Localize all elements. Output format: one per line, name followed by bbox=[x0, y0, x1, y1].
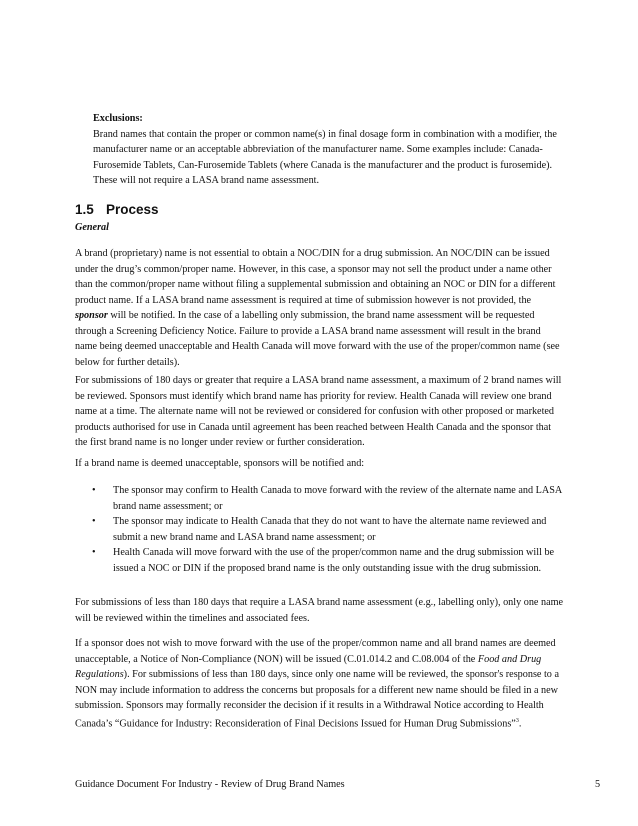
bullet-icon: • bbox=[92, 516, 96, 527]
paragraph-180-days: For submissions of 180 days or greater that require a LASA brand name assessment, a maximum of 2 brand names will be reviewed. Sponsors must identify which brand name has priority for review. Health Canada will review one brand name at a time. The alternate name will not be reviewed or considered for confusion with other proposed or marketed products authorised for use in Canada until agreement has been reached between Health Canada and the sponsor that the first brand name is no longer under review or further consideration. bbox=[75, 375, 562, 448]
p5-text-after: ). For submissions of less than 180 days, since only one name will be reviewed, the sponsor's response to a NON may include information to address the concerns but proposals for a different new name should be filed in a new submission. Sponsors may formally reconsider the decision if it results in a Withdrawal Notice according to Health Canada’s “Guidance for Industry: Reconsideration of Final Decisions Issued for Human Drug Submissions” bbox=[75, 669, 559, 729]
bullet-list bbox=[75, 483, 565, 576]
bullet-icon: • bbox=[92, 485, 96, 496]
p1-text-after: will be notified. In the case of a labelling only submission, the brand name assessment will be requested through a Screening Deficiency Notice. Failure to provide a LASA brand name assessment will result in the brand name being deemed unacceptable and Health Canada will move forward with the use of the proper/common name (see below for further details). bbox=[75, 310, 560, 368]
list-item bbox=[75, 483, 565, 514]
page-number: 5 bbox=[595, 779, 601, 790]
list-item bbox=[75, 514, 565, 545]
bullet-icon: • bbox=[92, 547, 96, 558]
section-number: 1.5 bbox=[75, 202, 94, 217]
exclusions-title: Exclusions: bbox=[93, 113, 143, 124]
bullet-text: Health Canada will move forward with the use of the proper/common name and the drug submission will be issued a NOC or DIN if the proposed brand name is the only outstanding issue with the drug submission. bbox=[113, 547, 555, 574]
exclusions-text: Brand names that contain the proper or common name(s) in final dosage form in combination with a modifier, the manufacturer name or an acceptable abbreviation of the manufacturer name. Some examples include: Canada-Furosemide Tablets, Can-Furosemide Tablets (where Canada is the manufacturer and the product is furosemide). These will not require a LASA brand name assessment. bbox=[93, 128, 557, 186]
p5-text-end: . bbox=[518, 717, 522, 729]
exclusions-block bbox=[93, 111, 569, 189]
paragraph-brand-name bbox=[75, 246, 565, 370]
section-title: Process bbox=[106, 202, 159, 217]
p5-emphasis: Food and Drug Regulations bbox=[75, 653, 542, 680]
list-item bbox=[75, 545, 565, 576]
paragraph-non-compliance bbox=[75, 636, 565, 731]
footnote-marker[interactable]: 3 bbox=[515, 717, 519, 724]
p1-text-before: A brand (proprietary) name is not essential to obtain a NOC/DIN for a drug submission. An NOC/DIN can be issued under the drug’s common/proper name. However, in this case, a sponsor may not sell the product under a name other than the common/proper name without filing a supplemental submission and obtaining an NOC or DIN for a different product name. If a LASA brand name assessment is required at time of submission however is not provided, the bbox=[75, 248, 556, 306]
footer-title: Guidance Document For Industry - Review of Drug Brand Names bbox=[75, 779, 345, 790]
p5-text-before: If a sponsor does not wish to move forward with the use of the proper/common name and all brand names are deemed unacceptable, a Notice of Non-Compliance (NON) will be issued (C.01.014.2 and C.08.004 of the bbox=[75, 638, 556, 665]
p1-emphasis: sponsor bbox=[75, 310, 108, 321]
paragraph-unacceptable: If a brand name is deemed unacceptable, sponsors will be notified and: bbox=[75, 458, 365, 469]
bullet-text: The sponsor may confirm to Health Canada to move forward with the review of the alternate name and LASA brand name assessment; or bbox=[113, 485, 562, 512]
paragraph-less-than-180: For submissions of less than 180 days that require a LASA brand name assessment (e.g., labelling only), only one name will be reviewed within the timelines and associated fees. bbox=[75, 597, 564, 624]
section-subtitle: General bbox=[75, 222, 109, 233]
bullet-text: The sponsor may indicate to Health Canada that they do not want to have the alternate name reviewed and submit a new brand name and LASA brand name assessment; or bbox=[113, 516, 547, 543]
